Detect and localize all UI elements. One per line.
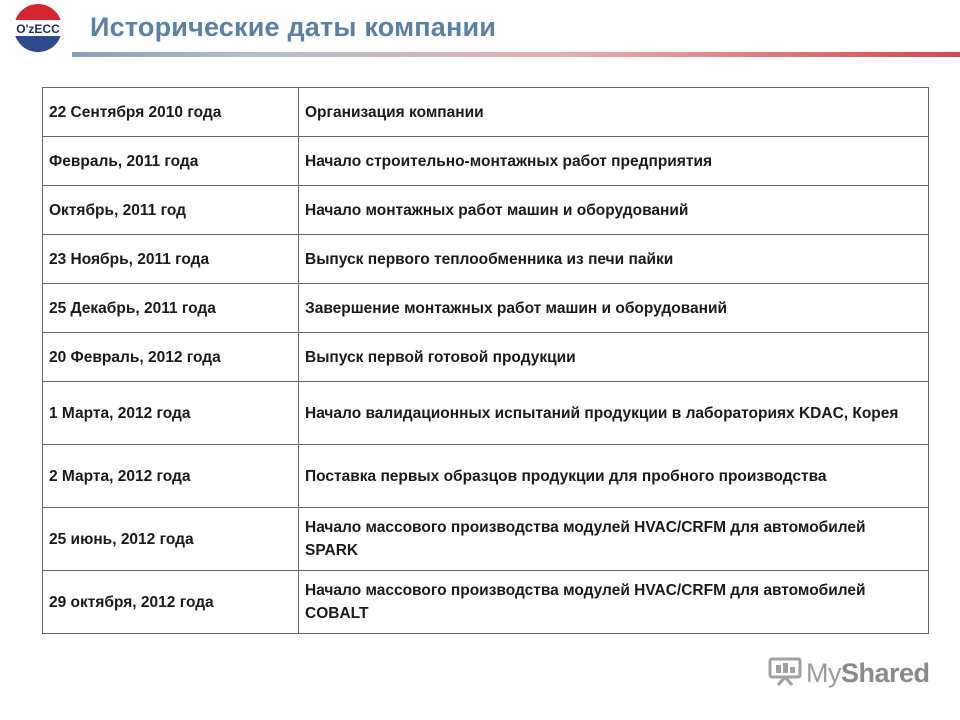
event-cell: Выпуск первого теплообменника из печи пайки — [299, 235, 929, 284]
timeline-table — [42, 87, 929, 634]
page-title: Исторические даты компании — [90, 12, 497, 42]
date-cell: Октябрь, 2011 год — [43, 186, 299, 235]
event-cell: Завершение монтажных работ машин и оборудований — [299, 284, 929, 333]
table-row — [43, 88, 929, 137]
date-cell: 23 Ноябрь, 2011 года — [43, 235, 299, 284]
table-row — [43, 571, 929, 634]
table-row — [43, 137, 929, 186]
watermark-shared: Shared — [841, 658, 930, 688]
date-cell: Февраль, 2011 года — [43, 137, 299, 186]
date-cell: 1 Марта, 2012 года — [43, 382, 299, 445]
logo-text: O'zECC — [16, 22, 60, 36]
table-row — [43, 382, 929, 445]
table-row — [43, 445, 929, 508]
myshared-watermark — [768, 656, 930, 691]
event-cell: Начало массового производства модулей HVAC/CRFM для автомобилей SPARK — [299, 508, 929, 571]
table-row — [43, 186, 929, 235]
event-cell: Поставка первых образцов продукции для пробного производства — [299, 445, 929, 508]
event-cell: Организация компании — [299, 88, 929, 137]
title-underline — [72, 52, 960, 57]
date-cell: 20 Февраль, 2012 года — [43, 333, 299, 382]
date-cell: 29 октября, 2012 года — [43, 571, 299, 634]
date-cell: 25 июнь, 2012 года — [43, 508, 299, 571]
date-cell: 22 Сентября 2010 года — [43, 88, 299, 137]
company-logo — [4, 2, 72, 54]
date-cell: 2 Марта, 2012 года — [43, 445, 299, 508]
event-cell: Выпуск первой готовой продукции — [299, 333, 929, 382]
table-row — [43, 508, 929, 571]
event-cell: Начало массового производства модулей HVAC/CRFM для автомобилей COBALT — [299, 571, 929, 634]
presentation-icon — [768, 656, 802, 691]
event-cell: Начало строительно-монтажных работ предприятия — [299, 137, 929, 186]
table-row — [43, 235, 929, 284]
table-row — [43, 333, 929, 382]
event-cell: Начало валидационных испытаний продукции в лабораториях KDAC, Корея — [299, 382, 929, 445]
event-cell: Начало монтажных работ машин и оборудований — [299, 186, 929, 235]
date-cell: 25 Декабрь, 2011 года — [43, 284, 299, 333]
watermark-my: My — [806, 658, 841, 688]
table-row — [43, 284, 929, 333]
